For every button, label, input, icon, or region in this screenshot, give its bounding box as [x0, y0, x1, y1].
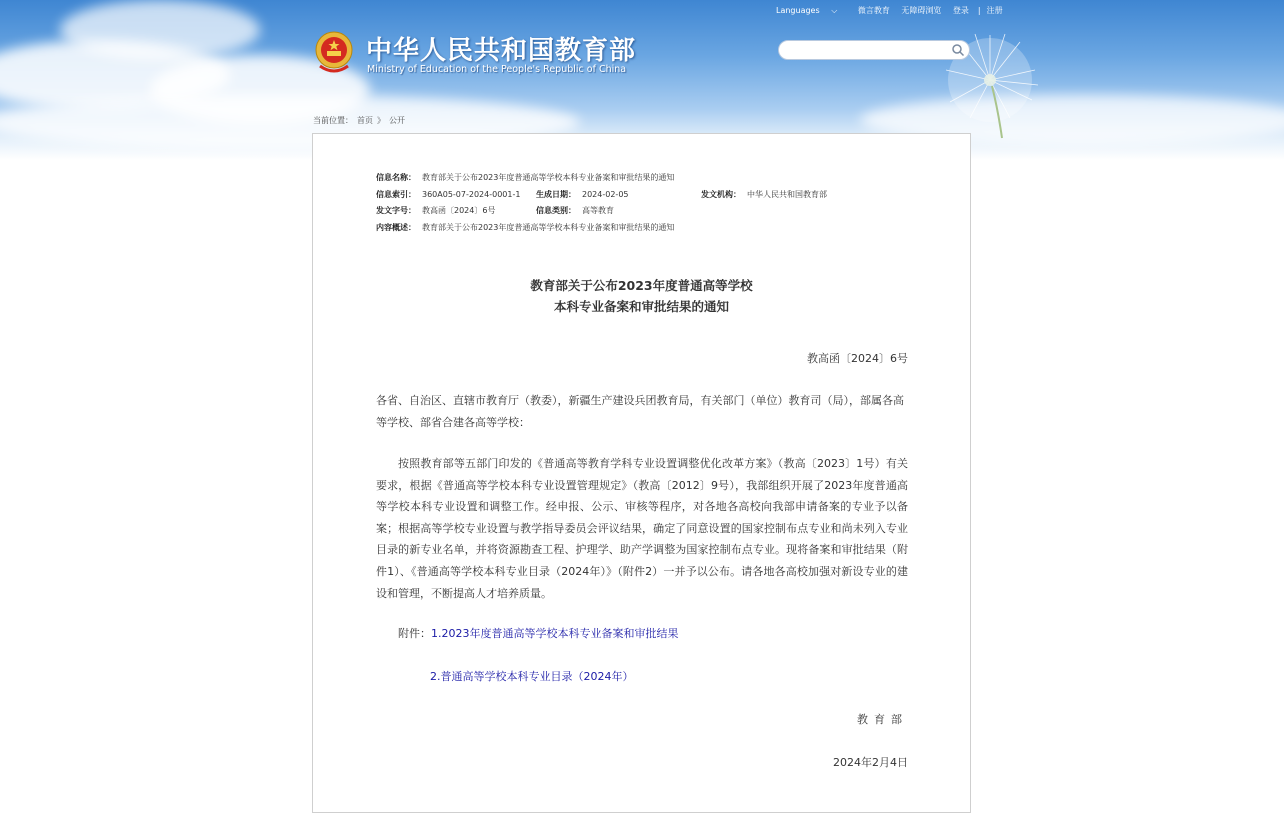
meta-value: 高等教育	[582, 206, 614, 215]
meta-value: 中华人民共和国教育部	[747, 189, 827, 199]
top-nav	[776, 5, 1012, 16]
meta-label: 生成日期：	[536, 189, 576, 199]
meta-row-docno	[376, 203, 674, 220]
meta-row-summary	[376, 220, 674, 237]
breadcrumb-separator: 》	[377, 116, 385, 125]
meta-label: 信息索引：	[376, 189, 416, 199]
cloud-decoration	[60, 0, 260, 60]
search-box	[778, 40, 970, 60]
breadcrumb-prefix: 当前位置：	[313, 116, 353, 125]
meta-value: 360A05-07-2024-0001-1	[422, 189, 521, 199]
document-number: 教高函〔2024〕6号	[807, 352, 908, 365]
meta-value: 2024-02-05	[582, 189, 629, 199]
article-title-line1: 教育部关于公布2023年度普通高等学校	[530, 278, 753, 293]
search-icon[interactable]	[951, 43, 965, 57]
salutation: 各省、自治区、直辖市教育厅（教委），新疆生产建设兵团教育局，有关部门（单位）教育司（局），部属各高等学校、部省合建各高等学校：	[376, 394, 904, 429]
attachment-item-2	[430, 668, 634, 684]
breadcrumb-home[interactable]: 首页	[357, 116, 373, 125]
attachment-link-1[interactable]: 1.2023年度普通高等学校本科专业备案和审批结果	[431, 627, 679, 640]
meta-value: 教育部关于公布2023年度普通高等学校本科专业备案和审批结果的通知	[422, 173, 675, 182]
issue-date: 2024年2月4日	[833, 756, 908, 769]
meta-row-index	[376, 187, 827, 204]
languages-menu[interactable]: Languages ⌵	[776, 6, 838, 15]
nav-separator: |	[977, 6, 981, 15]
meta-label: 信息名称：	[376, 173, 416, 182]
article-title-line2: 本科专业备案和审批结果的通知	[553, 299, 729, 314]
meta-value: 教育部关于公布2023年度普通高等学校本科专业备案和审批结果的通知	[422, 222, 675, 232]
accessibility-link[interactable]: 无障碍浏览	[901, 6, 942, 15]
login-link[interactable]: 登录	[952, 6, 969, 15]
site-title[interactable]: 中华人民共和国教育部	[366, 36, 637, 66]
article-title	[312, 275, 971, 317]
document-metadata	[376, 170, 827, 236]
meta-label: 发文字号：	[376, 206, 416, 215]
meta-value: 教高函〔2024〕6号	[422, 206, 496, 215]
site-subtitle: Ministry of Education of the People's Republic of China	[367, 64, 627, 75]
meta-row-name	[376, 170, 674, 187]
national-emblem-icon	[314, 30, 354, 74]
register-link[interactable]: 注册	[986, 6, 1003, 15]
signature: 教育部	[857, 713, 908, 726]
meta-label: 发文机构：	[701, 189, 741, 199]
breadcrumb	[313, 115, 409, 126]
meta-label: 信息类别：	[536, 206, 576, 215]
chevron-down-icon: ⌵	[831, 6, 838, 15]
attachments	[398, 625, 679, 641]
weibo-link[interactable]: 微言教育	[857, 6, 890, 15]
search-input[interactable]	[789, 43, 953, 59]
article-body: 按照教育部等五部门印发的《普通高等教育学科专业设置调整优化改革方案》（教高〔2023〕1号）有关要求，根据《普通高等学校本科专业设置管理规定》（教高〔2012〕9号），我部组织开展了2023年度普通高等学校本科专业设置和调整工作。经申报、公示、审核等程序，对各地各高校向我部申请备案的专业予以备案；根据高等学校专业设置与教学指导委员会评议结果，确定了同意设置的国家控制布点专业和尚未列入专业目录的新专业名单，并将资源勘查工程、护理学、助产学调整为国家控制布点专业。现将备案和审批结果（附件1）、《普通高等学校本科专业目录（2024年）》（附件2）一并予以公布。请各地各高校加强对新设专业的建设和管理，不断提高人才培养质量。	[376, 457, 908, 600]
meta-label: 内容概述：	[376, 222, 416, 232]
attachments-label: 附件：	[398, 627, 431, 640]
breadcrumb-current[interactable]: 公开	[389, 116, 405, 125]
attachment-link-2[interactable]: 2.普通高等学校本科专业目录（2024年）	[430, 670, 634, 683]
